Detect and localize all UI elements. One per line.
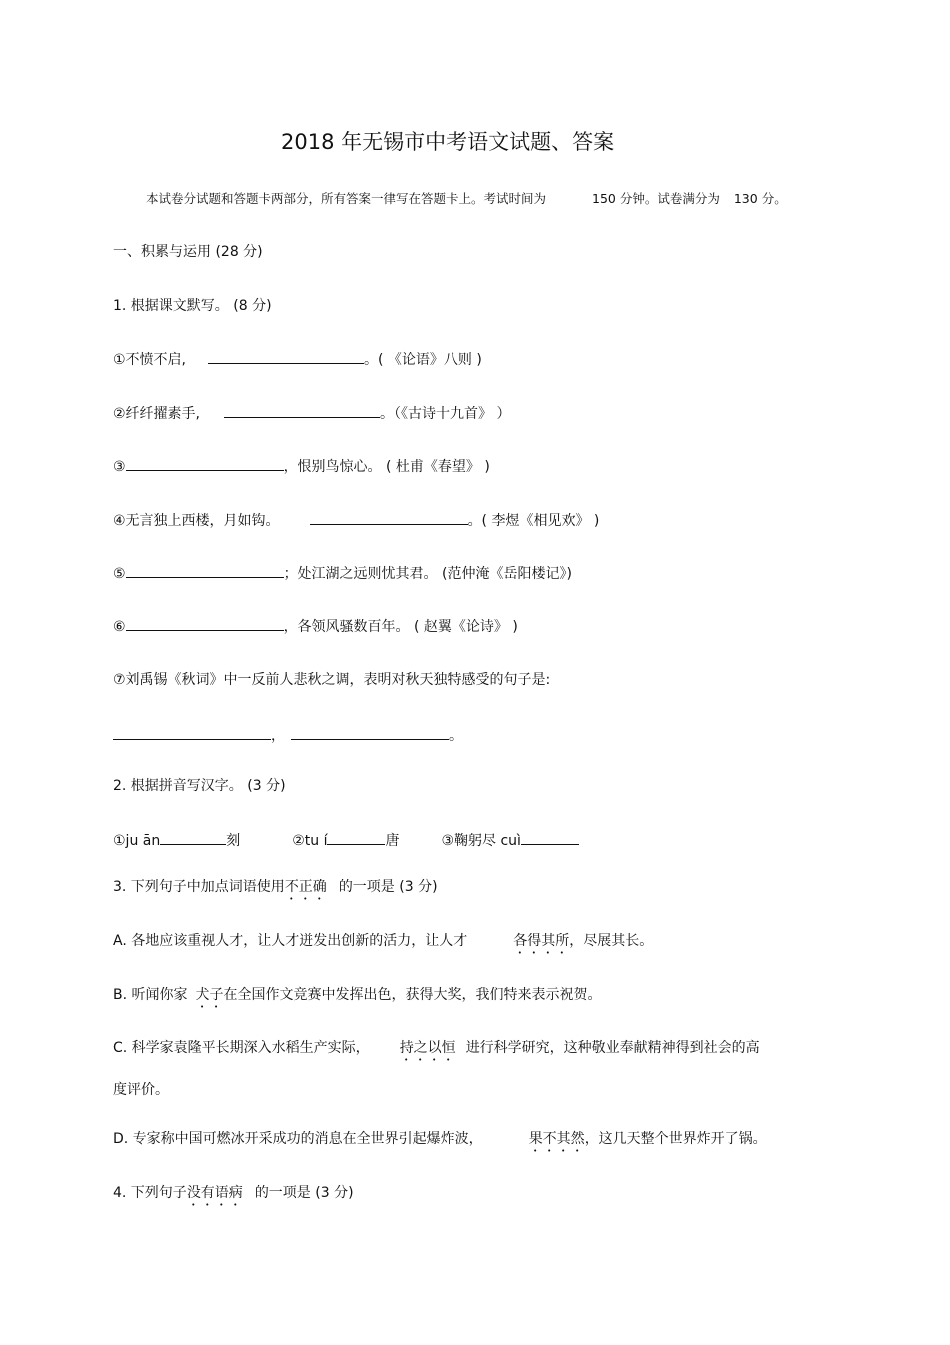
option-a	[113, 931, 653, 957]
question-3-heading	[113, 877, 438, 903]
item-prefix: ②纤纤擢素手,	[113, 406, 201, 422]
option-d	[113, 1129, 767, 1155]
pinyin-b-suffix: 唐	[385, 833, 400, 849]
answer-blank	[113, 725, 271, 740]
item-prefix: ⑥	[113, 619, 126, 635]
question-4-heading	[113, 1183, 354, 1209]
item-suffix: 。( 李煜《相见欢》 )	[467, 513, 600, 529]
item-prefix: ⑤	[113, 566, 126, 582]
item-suffix: ；处江湖之远则忧其君。 (范仲淹《岳阳楼记》)	[283, 566, 572, 582]
question-1-item-6	[113, 616, 518, 637]
item-suffix: ，各领风骚数百年。 ( 赵翼《论诗》 )	[283, 619, 518, 635]
option-b	[113, 985, 602, 1011]
emphasis-word: 不正确	[284, 879, 327, 895]
pinyin-c: ③鞠躬尽 cuì	[441, 833, 521, 849]
page-title: 2018 年无锡市中考语文试题、答案	[281, 130, 615, 154]
pinyin-a: ①ju ān	[113, 833, 161, 849]
option-c	[113, 1038, 760, 1064]
question-2-items	[113, 830, 579, 851]
question-1-item-1	[113, 349, 482, 370]
item-prefix: ①不愤不启,	[113, 352, 187, 368]
intro-score: 130 分。	[733, 191, 787, 206]
heading-text: 的一项是 (3 分)	[254, 1185, 354, 1201]
emphasis-word: 果不其然	[528, 1131, 585, 1147]
answer-blank	[208, 349, 364, 364]
section-heading: 一、积累与运用 (28 分)	[113, 244, 263, 260]
emphasis-word: 各得其所	[513, 933, 570, 949]
option-text: C. 科学家袁隆平长期深入水稻生产实际，	[113, 1040, 370, 1056]
emphasis-word: 持之以恒	[399, 1040, 456, 1056]
question-2-heading: 2. 根据拼音写汉字。 (3 分)	[113, 778, 286, 794]
item-prefix: ④无言独上西楼，月如钩。	[113, 513, 280, 529]
option-text: 进行科学研究，这种敬业奉献精神得到社会的高	[465, 1040, 760, 1056]
pinyin-b: ②tu í	[292, 833, 328, 849]
question-1-item-7-blanks	[113, 725, 463, 746]
option-text: A. 各地应该重视人才，让人才迸发出创新的活力，让人才	[113, 933, 468, 949]
item-suffix: 。（《古诗十九首》 ）	[380, 406, 511, 422]
answer-blank	[160, 830, 226, 845]
question-1-item-7: ⑦刘禹锡《秋词》中一反前人悲秋之调，表明对秋天独特感受的句子是:	[113, 672, 551, 688]
answer-blank	[224, 403, 380, 418]
question-1-item-5	[113, 563, 572, 584]
pinyin-a-suffix: 刻	[226, 833, 241, 849]
option-c-continuation: 度评价。	[113, 1082, 169, 1098]
item-prefix: ③	[113, 459, 126, 475]
answer-blank	[291, 725, 449, 740]
heading-text: 3. 下列句子中加点词语使用	[113, 879, 285, 895]
item-suffix: ，恨别鸟惊心。 ( 杜甫《春望》 )	[283, 459, 490, 475]
answer-blank	[327, 830, 385, 845]
option-text: 在全国作文竞赛中发挥出色，获得大奖，我们特来表示祝贺。	[223, 987, 602, 1003]
question-1-item-2	[113, 403, 510, 424]
option-text: B. 听闻你家	[113, 987, 188, 1003]
question-1-heading: 1. 根据课文默写。 (8 分)	[113, 298, 272, 314]
emphasis-word: 犬子	[195, 987, 224, 1003]
emphasis-word: 没有语病	[186, 1185, 243, 1201]
exam-instructions	[146, 189, 787, 209]
option-text: ，尽展其长。	[569, 933, 654, 949]
option-text: ，这几天整个世界炸开了锅。	[584, 1131, 767, 1147]
answer-blank	[310, 510, 468, 525]
blank-end: 。	[449, 728, 463, 744]
answer-blank	[521, 830, 579, 845]
question-1-item-3	[113, 456, 490, 477]
answer-blank	[126, 616, 284, 631]
answer-blank	[126, 456, 284, 471]
answer-blank	[126, 563, 284, 578]
item-suffix: 。( 《论语》八则 )	[364, 352, 482, 368]
intro-duration: 150 分钟。试卷满分为	[592, 191, 720, 206]
blank-separator: ，	[271, 728, 285, 744]
option-text: D. 专家称中国可燃冰开采成功的消息在全世界引起爆炸波，	[113, 1131, 483, 1147]
heading-text: 4. 下列句子	[113, 1185, 187, 1201]
question-1-item-4	[113, 510, 599, 531]
heading-text: 的一项是 (3 分)	[338, 879, 438, 895]
intro-text: 本试卷分试题和答题卡两部分，所有答案一律写在答题卡上。考试时间为	[146, 191, 547, 206]
